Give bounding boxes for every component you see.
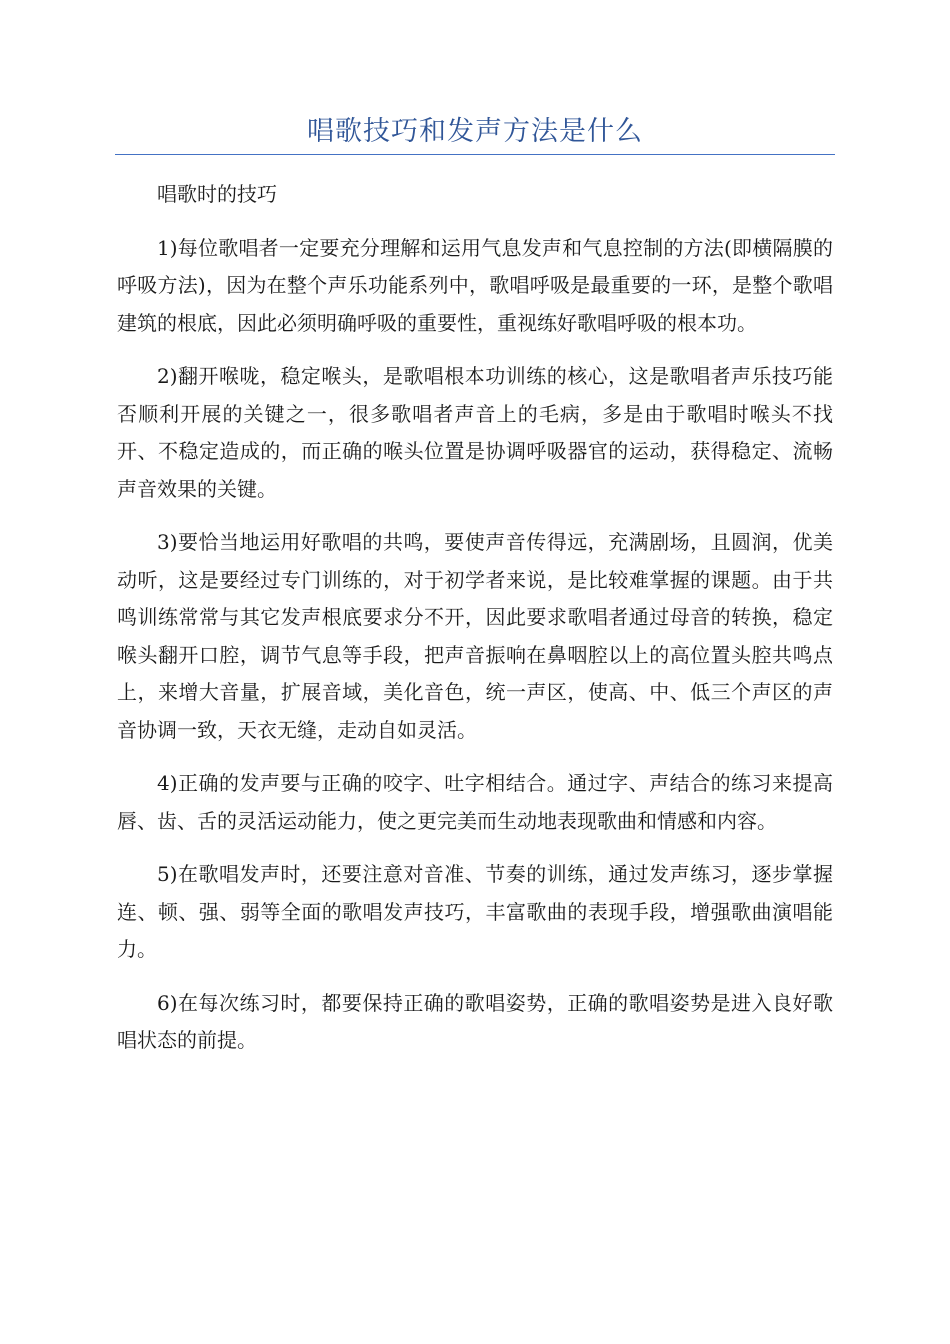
paragraph-6: 6)在每次练习时，都要保持正确的歌唱姿势，正确的歌唱姿势是进入良好歌唱状态的前提。 bbox=[117, 990, 833, 1052]
paragraph-4: 4)正确的发声要与正确的咬字、吐字相结合。通过字、声结合的练习来提高唇、齿、舌的灵活运动能力，使之更完美而生动地表现歌曲和情感和内容。 bbox=[117, 771, 833, 833]
paragraph-2: 2)翻开喉咙，稳定喉头，是歌唱根本功训练的核心，这是歌唱者声乐技巧能否顺利开展的关键之一，很多歌唱者声音上的毛病，多是由于歌唱时喉头不找开、不稳定造成的，而正确的喉头位置是协调呼吸器官的运动，获得稳定、流畅声音效果的关键。 bbox=[117, 364, 833, 501]
paragraph-3: 3)要恰当地运用好歌唱的共鸣，要使声音传得远，充满剧场，且圆润，优美动听，这是要经过专门训练的，对于初学者来说，是比较难掌握的课题。由于共鸣训练常常与其它发声根底要求分不开，因此要求歌唱者通过母音的转换，稳定喉头翻开口腔，调节气息等手段，把声音振响在鼻咽腔以上的高位置头腔共鸣点上，来增大音量，扩展音域，美化音色，统一声区，使高、中、低三个声区的声音协调一致，天衣无缝，走动自如灵活。 bbox=[117, 530, 833, 742]
paragraph-5: 5)在歌唱发声时，还要注意对音准、节奏的训练，通过发声练习，逐步掌握连、顿、强、弱等全面的歌唱发声技巧，丰富歌曲的表现手段，增强歌曲演唱能力。 bbox=[117, 862, 833, 961]
section-heading: 唱歌时的技巧 bbox=[157, 182, 277, 206]
page-title: 唱歌技巧和发声方法是什么 bbox=[307, 116, 643, 147]
paragraph-1: 1)每位歌唱者一定要充分理解和运用气息发声和气息控制的方法(即横隔膜的呼吸方法)，因为在整个声乐功能系列中，歌唱呼吸是最重要的一环，是整个歌唱建筑的根底，因此必须明确呼吸的重要性，重视练好歌唱呼吸的根本功。 bbox=[117, 235, 833, 335]
title-divider bbox=[115, 154, 835, 155]
document-body bbox=[117, 176, 833, 1076]
